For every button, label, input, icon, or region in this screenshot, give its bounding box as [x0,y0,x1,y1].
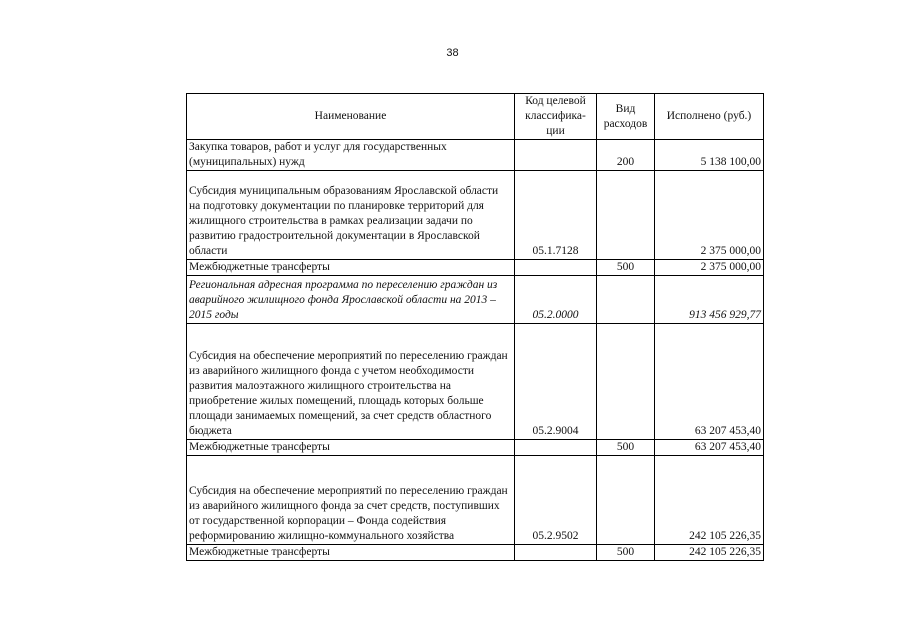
cell-amount: 913 456 929,77 [655,276,764,324]
cell-code [515,260,597,276]
header-code: Код целевой классифика-ции [515,94,597,140]
cell-code [515,140,597,171]
cell-type [597,171,655,260]
cell-name: Закупка товаров, работ и услуг для государственных (муниципальных) нужд [187,140,515,171]
cell-code: 05.2.9502 [515,456,597,545]
header-name: Наименование [187,94,515,140]
cell-name: Межбюджетные трансферты [187,545,515,561]
cell-amount: 63 207 453,40 [655,324,764,440]
cell-amount: 5 138 100,00 [655,140,764,171]
cell-name: Региональная адресная программа по переселению граждан из аварийного жилищного фонда Ярославской области на 2013 – 2015 годы [187,276,515,324]
budget-execution-table [186,93,764,561]
cell-amount: 242 105 226,35 [655,456,764,545]
cell-type: 500 [597,545,655,561]
cell-name: Межбюджетные трансферты [187,440,515,456]
table-header-row [187,94,764,140]
cell-amount: 2 375 000,00 [655,260,764,276]
table-row [187,171,764,260]
table-row [187,276,764,324]
page-number: 38 [446,47,459,59]
cell-name: Субсидия на обеспечение мероприятий по переселению граждан из аварийного жилищного фонда с учетом необходимости развития малоэтажного жилищного строительства на приобретение жилых помещений, площадь которых больше площади занимаемых помещений, за счет средств областного бюджета [187,324,515,440]
table-row [187,456,764,545]
table-row [187,324,764,440]
cell-type [597,456,655,545]
cell-type: 500 [597,260,655,276]
cell-name: Субсидия муниципальным образованиям Ярославской области на подготовку документации по планировке территорий для жилищного строительства в рамках реализации задачи по развитию градостроительной документации в Ярославской области [187,171,515,260]
table-row [187,140,764,171]
header-amount: Исполнено (руб.) [655,94,764,140]
cell-type [597,276,655,324]
table-row [187,545,764,561]
cell-code [515,545,597,561]
cell-type: 200 [597,140,655,171]
cell-amount: 242 105 226,35 [655,545,764,561]
cell-type: 500 [597,440,655,456]
cell-type [597,324,655,440]
cell-name: Межбюджетные трансферты [187,260,515,276]
table-row [187,440,764,456]
cell-amount: 63 207 453,40 [655,440,764,456]
cell-name: Субсидия на обеспечение мероприятий по переселению граждан из аварийного жилищного фонда за счет средств, поступивших от государственной корпорации – Фонда содействия реформированию жилищно-коммунального хозяйства [187,456,515,545]
cell-code: 05.2.0000 [515,276,597,324]
header-type: Вид расходов [597,94,655,140]
cell-amount: 2 375 000,00 [655,171,764,260]
cell-code [515,440,597,456]
table-row [187,260,764,276]
cell-code: 05.2.9004 [515,324,597,440]
cell-code: 05.1.7128 [515,171,597,260]
